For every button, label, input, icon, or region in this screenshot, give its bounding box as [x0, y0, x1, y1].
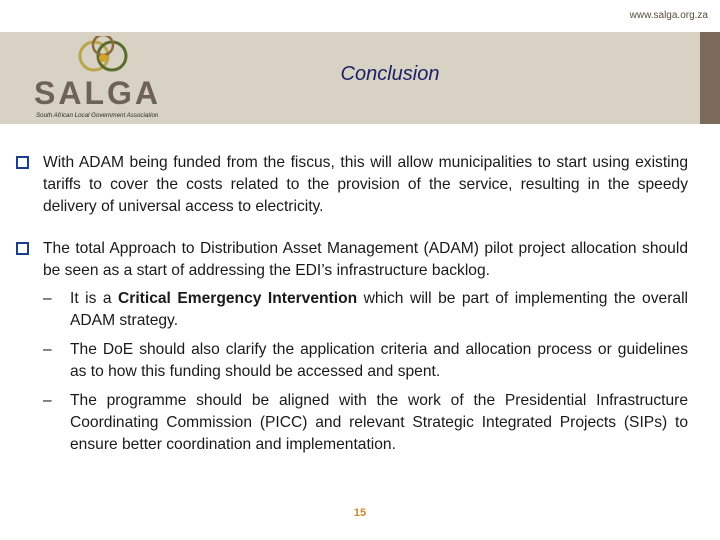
- bullet-item: [16, 238, 688, 282]
- dash-marker: –: [43, 392, 52, 409]
- website-url: www.salga.org.za: [629, 10, 708, 21]
- square-bullet-icon: [16, 156, 29, 169]
- sub-bullet-list: [16, 288, 688, 456]
- sub-bullet-text-post: which will be part of implementing the overall ADAM strategy.: [70, 290, 688, 329]
- slide-title: Conclusion: [340, 63, 440, 85]
- dash-marker: –: [43, 290, 52, 307]
- sub-bullet-text-bold: Critical Emergency Intervention: [118, 290, 358, 307]
- sub-bullet-text: The programme should be aligned with the work of the Presidential Infrastructure Coordinating Commission (PICC) and relevant Strategic Integrated Projects (SIPs) to ensure better coordination and implementation.: [70, 392, 688, 453]
- sub-bullet-item: [43, 390, 688, 456]
- sub-bullet-text: The DoE should also clarify the application criteria and allocation process or guidelines as to how this funding should be accessed and spent.: [70, 341, 688, 380]
- salga-logo: [30, 36, 190, 120]
- sub-bullet-text-pre: It is a: [70, 290, 119, 307]
- logo-tagline: South African Local Government Association: [36, 112, 159, 119]
- slide-content: [16, 152, 688, 456]
- sub-bullet-item: [43, 288, 688, 332]
- page-number: 15: [353, 507, 367, 519]
- top-strip: [0, 0, 720, 32]
- logo-wordmark: SALGA: [34, 75, 161, 111]
- header-accent-bar: [700, 32, 720, 124]
- bullet-item: [16, 152, 688, 218]
- bullet-text: With ADAM being funded from the fiscus, this will allow municipalities to start using existing tariffs to cover the costs related to the provision of the service, resulting in the speedy delivery of universal access to electricity.: [43, 154, 688, 215]
- bullet-text: The total Approach to Distribution Asset Management (ADAM) pilot project allocation should be seen as a start of addressing the EDI’s infrastructure backlog.: [43, 240, 688, 279]
- dash-marker: –: [43, 341, 52, 358]
- salga-logo-graphic: [30, 36, 190, 120]
- square-bullet-icon: [16, 242, 29, 255]
- sub-bullet-item: [43, 339, 688, 383]
